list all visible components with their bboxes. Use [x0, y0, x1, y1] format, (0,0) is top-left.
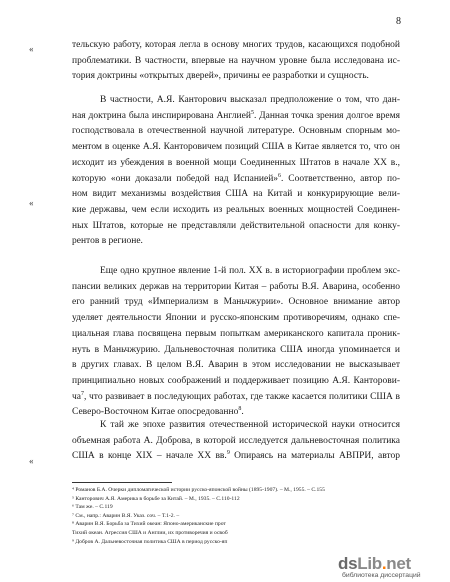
- text-line: господствовала в отечественной научной литературе. Основным спорным мо-: [72, 126, 400, 137]
- footnote: ⁴ Романов Б.А. Очерки дипломатической истории русско-японской войны (1895-1907). – М., 1955. – С.155: [72, 487, 325, 493]
- text-line: уделяет деятельности Японии и русско-японским противоречиям, однако спе-: [72, 313, 400, 324]
- text-fragment: . Соответственно, автор по-: [281, 173, 401, 184]
- text-line: тория доктрины «открытых дверей», причины ее разработки и сущность.: [72, 71, 369, 82]
- text-line: [72, 172, 400, 188]
- paragraph-1: [72, 38, 400, 85]
- text-line: ных Штатов, которые не представляли действительной опасности для конку-: [72, 220, 400, 231]
- watermark[interactable]: [336, 552, 450, 582]
- text-line: [72, 109, 400, 125]
- footnote-ref[interactable]: 6: [278, 172, 282, 179]
- page-number: 8: [396, 16, 401, 27]
- footnote: ⁵ Канторович А.Я. Америка в борьбе за Китай. – М., 1935. – С.110-112: [72, 495, 240, 502]
- text-fragment: Опираясь на материалы АВПРИ, автор: [229, 451, 401, 462]
- text-line: В частности, А.Я. Канторович высказал предположение о том, что дан-: [100, 95, 400, 105]
- footnote-ref[interactable]: 5: [250, 109, 254, 116]
- margin-mark: «: [29, 198, 34, 208]
- footnote-ref[interactable]: 9: [226, 450, 230, 457]
- text-fragment: . Данная точка зрения долгое время: [253, 110, 400, 121]
- logo-net: net: [386, 554, 411, 573]
- text-line: [72, 390, 400, 406]
- paragraph-3: [72, 264, 400, 421]
- text-line: Еще одно крупное явление 1-й пол. XX в. в историографии проблем экс-: [100, 266, 400, 276]
- footnote-separator: [72, 482, 172, 483]
- text-fragment: , что развивает в последующих работах, где также касается политики США в: [84, 391, 400, 402]
- paragraph-4: [72, 418, 400, 465]
- footnote: Тихий океан. Агрессия США и Англии, их противоречия и освоб: [72, 529, 228, 536]
- text-fragment: которую «они доказали победой над Испанией»: [72, 173, 279, 184]
- text-line: нуть в Маньчжурию. Дальневосточная политика США иногда упоминается и: [72, 344, 400, 355]
- footnote: ⁸ Аварин В.Я. Борьба за Тихий океан: Японо-американские прот: [72, 521, 226, 528]
- text-line: ментом в оценке А.Я. Канторовичем позиций США в Китае является то, что он: [72, 142, 400, 153]
- footnote: ⁹ Добров А. Дальневосточная политика США в период русско-яп: [72, 538, 228, 545]
- footnote: ⁷ См., напр.: Аварин В.Я. Указ. соч. – Т.1-2. –: [72, 512, 180, 519]
- footnote-ref[interactable]: 7: [81, 390, 84, 397]
- text-line: объемная работа А. Доброва, в которой исследуется дальневосточная политика: [72, 435, 400, 446]
- logo-ds: ds: [338, 554, 358, 573]
- text-line: циальная глава посвящена первым попыткам американского капитала проник-: [72, 328, 400, 339]
- text-fragment: Северо-Восточном Китае опосредованно: [72, 407, 239, 418]
- text-fragment: США в конце XIX – начале XX вв.: [72, 451, 227, 462]
- logo-dot: .: [381, 554, 387, 573]
- text-fragment: ная доктрина была инспирирована Англией: [72, 110, 251, 121]
- text-line: исходит из убеждения в военной мощи Соединенных Штатов в начале XX в.,: [72, 157, 400, 168]
- text-line: Северо-Восточном Китае опосредованно$^8$.: [72, 406, 244, 418]
- logo-lib: Lib: [357, 554, 382, 573]
- text-line: кие державы, чем если исходить из реальных военных мощностей Соединен-: [72, 204, 400, 215]
- text-line: тельскую работу, которая легла в основу многих трудов, касающихся подобной: [72, 40, 400, 50]
- text-fragment: ча: [72, 391, 81, 402]
- watermark-logo: [338, 554, 411, 574]
- text-line: К тай же эпохе развития отечественной исторической науки относится: [100, 420, 400, 430]
- watermark-subtitle: библиотека диссертаций: [342, 572, 421, 579]
- text-line: в других главах. В целом В.Я. Аварин в этом исследовании не высказывает: [72, 360, 400, 371]
- text-line: ном видит механизмы воздействия США на Китай и конкурирующие вели-: [72, 189, 400, 200]
- text-line: его ранний труд «Империализм в Маньчжурии». Основное внимание автор: [72, 297, 400, 308]
- text-line: рентов в регионе.: [72, 236, 143, 247]
- text-line: проблематики. В частности, впервые на научном уровне была исследована ис-: [72, 55, 400, 66]
- footnote-ref[interactable]: 8: [238, 406, 242, 413]
- margin-mark: «: [29, 456, 34, 466]
- margin-mark: «: [29, 44, 34, 54]
- footnotes: [72, 486, 402, 546]
- footnote: ⁶ Там же. – С.119: [72, 504, 113, 511]
- paragraph-2: [72, 93, 400, 250]
- text-line: принципиально новых соображений и поддерживает позицию А.Я. Канторови-: [72, 375, 400, 386]
- text-line: [72, 449, 400, 465]
- text-line: пансии великих держав на территории Китая – работы В.Я. Аварина, особенно: [72, 281, 400, 292]
